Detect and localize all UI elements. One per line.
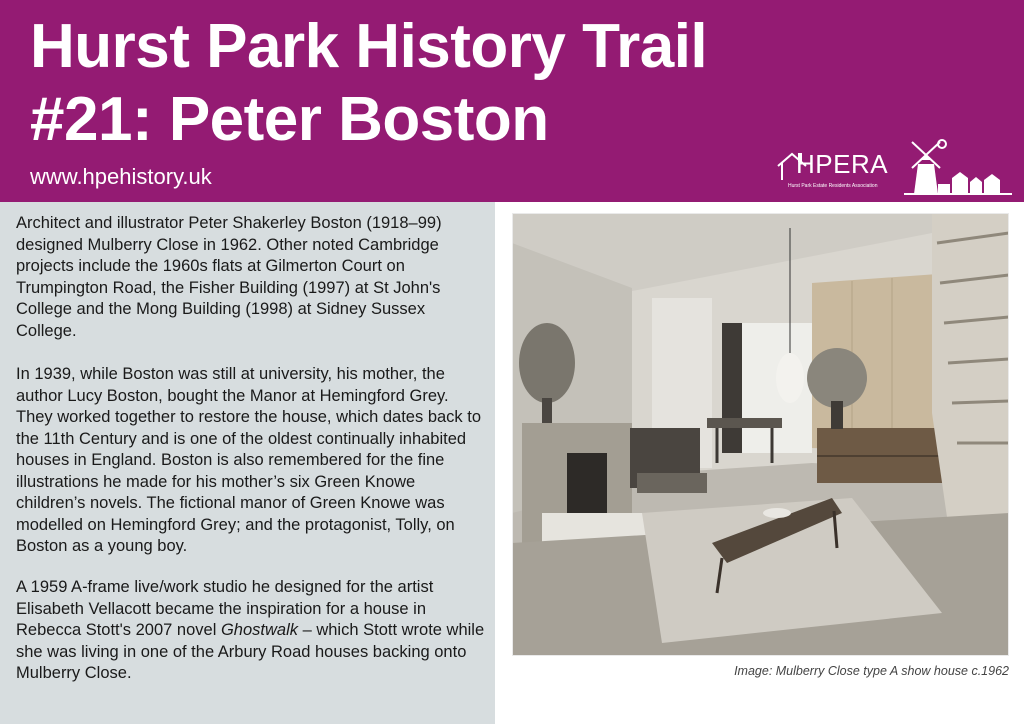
interior-photo xyxy=(512,213,1009,656)
novel-title: Ghostwalk xyxy=(220,621,298,639)
page-subtitle: #21: Peter Boston xyxy=(30,85,549,154)
hpera-logo xyxy=(776,148,1016,198)
windmill-icon xyxy=(904,134,1014,196)
paragraph-hemingford: In 1939, while Boston was still at university, his mother, the author Lucy Boston, bought the Manor at Hemingford Grey. They worked together to restore the house, which dates back to the 11th Century and is one of the oldest continually inhabited houses in England. Boston is also remembered for the fine illustrations he made for his mother’s six Green Knowe children’s novels. The fictional manor of Green Knowe was modelled on Hemingford Grey; and the protagonist, Tolly, on Boston as a young boy. xyxy=(16,365,482,555)
paragraph-intro: Architect and illustrator Peter Shakerley Boston (1918–99) designed Mulberry Close in 1962. Other noted Cambridge projects include the 1960s flats at Gilmerton Court on Trumpington Road, the Fisher Building (1997) at St John's College and the Mong Building (1998) at Sidney Sussex College. xyxy=(16,214,442,340)
paragraph-ghostwalk xyxy=(16,577,488,685)
page-title: Hurst Park History Trail xyxy=(30,12,708,81)
logo-text: HPERA xyxy=(796,149,889,179)
logo-subtext: Hurst Park Estate Residents Association xyxy=(788,183,878,189)
paragraph-ghostwalk-start: A 1959 A-frame live/work studio he designed for the artist Elisabeth Vellacott became the inspiration for a house in Rebecca Stott's 2007 novel xyxy=(16,578,434,639)
website-link[interactable]: www.hpehistory.uk xyxy=(30,164,212,189)
header-banner xyxy=(0,0,1024,202)
photo-caption: Image: Mulberry Close type A show house c.1962 xyxy=(734,664,1009,678)
paragraph-ghostwalk-end: – which Stott wrote while she was living in one of the Arbury Road houses backing onto Mulberry Close. xyxy=(16,621,485,682)
